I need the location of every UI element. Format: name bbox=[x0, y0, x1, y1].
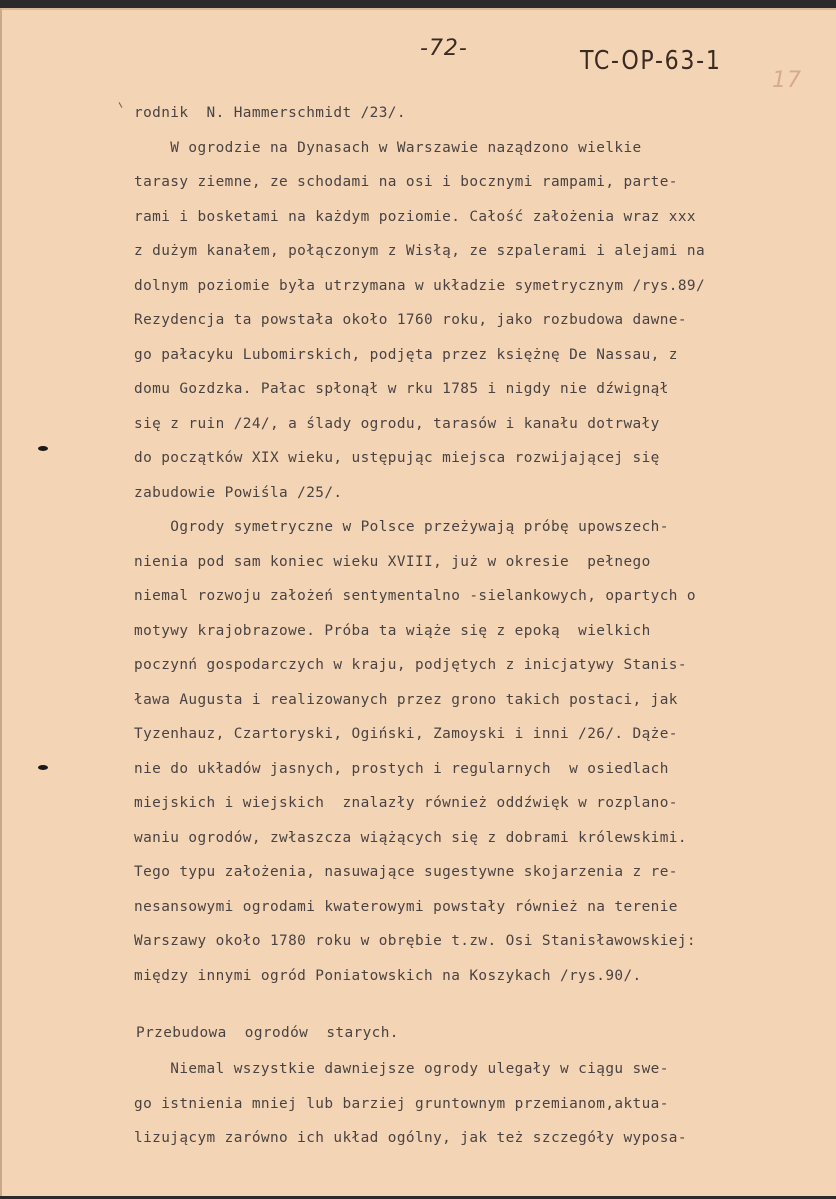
text-line: tarasy ziemne, ze schodami na osi i bocznymi rampami, parte- bbox=[134, 174, 678, 190]
text-line: miejskich i wiejskich znalazły również oddźwięk w rozplano- bbox=[134, 795, 678, 811]
text-line: lizującym zarówno ich układ ogólny, jak też szczegóły wyposa- bbox=[134, 1130, 687, 1146]
section-heading: Przebudowa ogrodów starych. bbox=[136, 1025, 399, 1041]
text-line: Niemal wszystkie dawniejsze ogrody ulegały w ciągu swe- bbox=[134, 1061, 669, 1077]
text-line: ława Augusta i realizowanych przez grono takich postaci, jak bbox=[134, 691, 678, 708]
text-line: Ogrody symetryczne w Polsce przeżywają próbę upowszech- bbox=[134, 519, 669, 535]
pencil-mark bbox=[119, 102, 123, 108]
text-line: rodnik N. Hammerschmidt /23/. bbox=[134, 105, 406, 121]
document-page bbox=[0, 8, 836, 1196]
text-line: zabudowie Powiśla /25/. bbox=[134, 484, 343, 501]
text-line: rami i bosketami na każdym poziomie. Całość założenia wraz xxx bbox=[134, 208, 696, 225]
text-line: go istnienia mniej lub barziej gruntownym przemianom,aktua- bbox=[134, 1095, 669, 1112]
punch-hole-bottom bbox=[38, 765, 48, 770]
text-line: motywy krajobrazowe. Próba ta wiąże się z epoką wielkich bbox=[134, 622, 651, 639]
folio-number: 17 bbox=[772, 68, 802, 93]
text-line: do początków XIX wieku, ustępując miejsca rozwijającej się bbox=[134, 450, 660, 466]
reference-code: TC-OP-63-1 bbox=[580, 46, 722, 76]
text-line: Warszawy około 1780 roku w obrębie t.zw. Osi Stanisławowskiej: bbox=[134, 933, 696, 949]
text-line: domu Gozdzka. Pałac spłonął w rku 1785 i nigdy nie dźwignął bbox=[134, 381, 669, 397]
text-line: niemal rozwoju założeń sentymentalno -sielankowych, opartych o bbox=[134, 588, 696, 604]
page-number: -72- bbox=[420, 36, 468, 61]
text-line: waniu ogrodów, zwłaszcza wiążących się z dobrami królewskimi. bbox=[134, 829, 687, 846]
text-line: Rezydencja ta powstała około 1760 roku, jako rozbudowa dawne- bbox=[134, 312, 687, 328]
punch-hole-top bbox=[38, 446, 48, 451]
text-line: W ogrodzie na Dynasach w Warszawie naządzono wielkie bbox=[134, 139, 642, 156]
text-line: się z ruin /24/, a ślady ogrodu, tarasów i kanału dotrwały bbox=[134, 415, 660, 432]
text-line: Tego typu założenia, nasuwające sugestywne skojarzenia z re- bbox=[134, 864, 678, 880]
text-line: między innymi ogród Poniatowskich na Koszykach /rys.90/. bbox=[134, 967, 642, 984]
text-line: nienia pod sam koniec wieku XVIII, już w okresie pełnego bbox=[134, 553, 651, 570]
text-line: z dużym kanałem, połączonym z Wisłą, ze szpalerami i alejami na bbox=[134, 243, 706, 259]
text-line: poczynń gospodarczych w kraju, podjętych z inicjatywy Stanis- bbox=[134, 657, 687, 673]
text-line: go pałacyku Lubomirskich, podjęta przez księżnę De Nassau, z bbox=[134, 346, 678, 363]
text-line: nesansowymi ogrodami kwaterowymi powstały również na terenie bbox=[134, 898, 678, 915]
text-line: dolnym poziomie była utrzymana w układzie symetrycznym /rys.89/ bbox=[134, 277, 706, 294]
text-line: Tyzenhauz, Czartoryski, Ogiński, Zamoyski i inni /26/. Dąże- bbox=[134, 726, 678, 742]
text-line: nie do układów jasnych, prostych i regularnych w osiedlach bbox=[134, 760, 669, 777]
